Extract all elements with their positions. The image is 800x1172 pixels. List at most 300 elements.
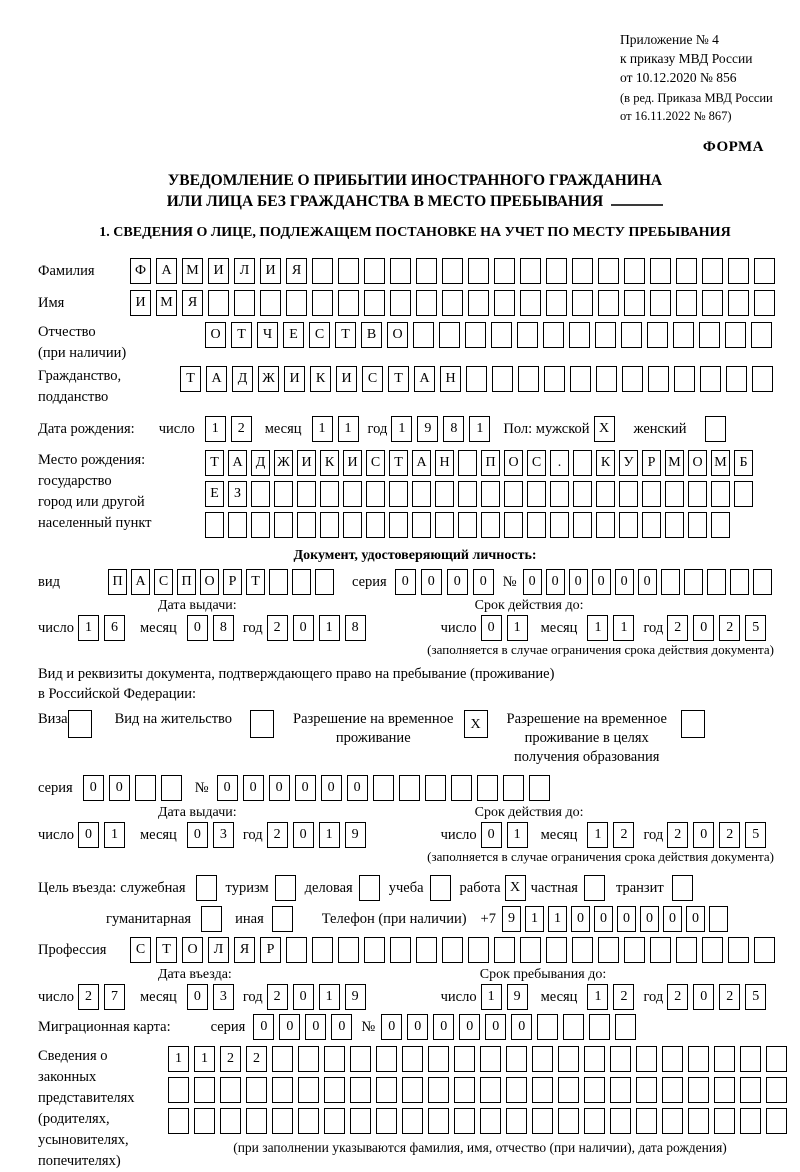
- cell[interactable]: [201, 906, 222, 932]
- stay-month-input[interactable]: [587, 984, 639, 1010]
- cell[interactable]: [298, 1077, 319, 1103]
- cell[interactable]: [506, 1108, 527, 1134]
- cell[interactable]: [714, 1108, 735, 1134]
- cell[interactable]: [338, 290, 359, 316]
- cell[interactable]: М: [156, 290, 177, 316]
- cell[interactable]: [350, 1046, 371, 1072]
- cell[interactable]: 0: [295, 775, 316, 801]
- cell[interactable]: Т: [156, 937, 177, 963]
- cell[interactable]: [366, 481, 385, 507]
- cell[interactable]: 0: [187, 984, 208, 1010]
- cell[interactable]: [324, 1046, 345, 1072]
- cell[interactable]: С: [362, 366, 383, 392]
- cell[interactable]: [402, 1046, 423, 1072]
- cell[interactable]: Л: [208, 937, 229, 963]
- cell[interactable]: [416, 290, 437, 316]
- cell[interactable]: [315, 569, 334, 595]
- cell[interactable]: Ж: [274, 450, 293, 476]
- cell[interactable]: 2: [667, 822, 688, 848]
- cell[interactable]: [373, 775, 394, 801]
- cell[interactable]: Ч: [257, 322, 278, 348]
- cell[interactable]: [573, 512, 592, 538]
- cell[interactable]: 1: [104, 822, 125, 848]
- cell[interactable]: [286, 290, 307, 316]
- cell[interactable]: Р: [260, 937, 281, 963]
- birth-place-row1-input[interactable]: [205, 450, 757, 476]
- cell[interactable]: [458, 512, 477, 538]
- cell[interactable]: [543, 322, 564, 348]
- residence-permit-checkbox[interactable]: [250, 710, 279, 738]
- purpose-business-checkbox[interactable]: [359, 875, 385, 901]
- permit-number-input[interactable]: [217, 775, 555, 801]
- cell[interactable]: И: [297, 450, 316, 476]
- cell[interactable]: [251, 481, 270, 507]
- cell[interactable]: [494, 290, 515, 316]
- cell[interactable]: [468, 937, 489, 963]
- cell[interactable]: [168, 1108, 189, 1134]
- cell[interactable]: [350, 1077, 371, 1103]
- cell[interactable]: И: [208, 258, 229, 284]
- cell[interactable]: [662, 1108, 683, 1134]
- id-series-input[interactable]: [395, 569, 499, 595]
- cell[interactable]: [766, 1108, 787, 1134]
- permit-issue-month-input[interactable]: [187, 822, 239, 848]
- cell[interactable]: [359, 875, 380, 901]
- cell[interactable]: Р: [642, 450, 661, 476]
- cell[interactable]: [425, 775, 446, 801]
- cell[interactable]: 5: [745, 822, 766, 848]
- cell[interactable]: 9: [345, 984, 366, 1010]
- purpose-tourism-checkbox[interactable]: [275, 875, 301, 901]
- cell[interactable]: К: [596, 450, 615, 476]
- cell[interactable]: С: [527, 450, 546, 476]
- cell[interactable]: [435, 512, 454, 538]
- cell[interactable]: [688, 1046, 709, 1072]
- cell[interactable]: [272, 906, 293, 932]
- cell[interactable]: 1: [78, 615, 99, 641]
- cell[interactable]: 5: [745, 984, 766, 1010]
- cell[interactable]: [494, 937, 515, 963]
- cell[interactable]: [661, 569, 680, 595]
- cell[interactable]: [546, 258, 567, 284]
- cell[interactable]: [506, 1077, 527, 1103]
- cell[interactable]: 6: [104, 615, 125, 641]
- cell[interactable]: Т: [231, 322, 252, 348]
- cell[interactable]: 1: [507, 822, 528, 848]
- cell[interactable]: [754, 290, 775, 316]
- cell[interactable]: [728, 290, 749, 316]
- cell[interactable]: [338, 258, 359, 284]
- stay-day-input[interactable]: [481, 984, 533, 1010]
- cell[interactable]: [492, 366, 513, 392]
- cell[interactable]: [672, 875, 693, 901]
- cell[interactable]: [636, 1077, 657, 1103]
- cell[interactable]: [274, 481, 293, 507]
- cell[interactable]: 0: [693, 615, 714, 641]
- permit-issue-day-input[interactable]: [78, 822, 130, 848]
- cell[interactable]: [251, 512, 270, 538]
- cell[interactable]: 0: [592, 569, 611, 595]
- cell[interactable]: 1: [613, 615, 634, 641]
- cell[interactable]: Р: [223, 569, 242, 595]
- cell[interactable]: [766, 1046, 787, 1072]
- cell[interactable]: [298, 1046, 319, 1072]
- cell[interactable]: [274, 512, 293, 538]
- temp-permit-edu-checkbox[interactable]: [681, 710, 710, 738]
- cell[interactable]: [324, 1108, 345, 1134]
- cell[interactable]: [135, 775, 156, 801]
- cell[interactable]: 1: [525, 906, 544, 932]
- cell[interactable]: [402, 1108, 423, 1134]
- cell[interactable]: [454, 1077, 475, 1103]
- cell[interactable]: [624, 258, 645, 284]
- cell[interactable]: [518, 366, 539, 392]
- cell[interactable]: [546, 937, 567, 963]
- birth-place-row2-input[interactable]: [205, 481, 757, 507]
- cell[interactable]: М: [665, 450, 684, 476]
- cell[interactable]: 1: [205, 416, 226, 442]
- cell[interactable]: [558, 1046, 579, 1072]
- cell[interactable]: [702, 258, 723, 284]
- cell[interactable]: [504, 512, 523, 538]
- cell[interactable]: [674, 366, 695, 392]
- cell[interactable]: 7: [104, 984, 125, 1010]
- cell[interactable]: 0: [83, 775, 104, 801]
- cell[interactable]: [650, 290, 671, 316]
- cell[interactable]: [752, 366, 773, 392]
- cell[interactable]: 0: [433, 1014, 454, 1040]
- cell[interactable]: [527, 512, 546, 538]
- cell[interactable]: [428, 1077, 449, 1103]
- cell[interactable]: [532, 1046, 553, 1072]
- cell[interactable]: [416, 937, 437, 963]
- cell[interactable]: [364, 937, 385, 963]
- cell[interactable]: [584, 1077, 605, 1103]
- cell[interactable]: [343, 481, 362, 507]
- cell[interactable]: [621, 322, 642, 348]
- cell[interactable]: [622, 366, 643, 392]
- cell[interactable]: [709, 906, 728, 932]
- purpose-work-checkbox[interactable]: [505, 875, 531, 901]
- permit-series-input[interactable]: [83, 775, 187, 801]
- cell[interactable]: С: [309, 322, 330, 348]
- cell[interactable]: 0: [243, 775, 264, 801]
- cell[interactable]: [250, 710, 274, 738]
- cell[interactable]: [312, 937, 333, 963]
- cell[interactable]: 0: [293, 822, 314, 848]
- cell[interactable]: О: [387, 322, 408, 348]
- cell[interactable]: [439, 322, 460, 348]
- cell[interactable]: 0: [293, 984, 314, 1010]
- cell[interactable]: [220, 1108, 241, 1134]
- cell[interactable]: 1: [587, 984, 608, 1010]
- cell[interactable]: [480, 1108, 501, 1134]
- cell[interactable]: [520, 290, 541, 316]
- cell[interactable]: 0: [638, 569, 657, 595]
- representatives-row1-input[interactable]: [168, 1046, 792, 1072]
- entry-day-input[interactable]: [78, 984, 130, 1010]
- given-name-input[interactable]: [130, 290, 780, 316]
- cell[interactable]: [320, 512, 339, 538]
- cell[interactable]: [662, 1077, 683, 1103]
- cell[interactable]: [650, 258, 671, 284]
- cell[interactable]: С: [366, 450, 385, 476]
- cell[interactable]: Н: [440, 366, 461, 392]
- cell[interactable]: [598, 937, 619, 963]
- cell[interactable]: К: [320, 450, 339, 476]
- cell[interactable]: [161, 775, 182, 801]
- cell[interactable]: К: [310, 366, 331, 392]
- cell[interactable]: 2: [667, 615, 688, 641]
- cell[interactable]: [572, 290, 593, 316]
- cell[interactable]: 0: [481, 822, 502, 848]
- cell[interactable]: М: [711, 450, 730, 476]
- cell[interactable]: 3: [213, 822, 234, 848]
- cell[interactable]: [702, 290, 723, 316]
- cell[interactable]: И: [343, 450, 362, 476]
- cell[interactable]: [527, 481, 546, 507]
- cell[interactable]: [412, 512, 431, 538]
- cell[interactable]: 9: [345, 822, 366, 848]
- cell[interactable]: [699, 322, 720, 348]
- cell[interactable]: [491, 322, 512, 348]
- purpose-official-checkbox[interactable]: [196, 875, 222, 901]
- cell[interactable]: [676, 258, 697, 284]
- id-issue-month-input[interactable]: [187, 615, 239, 641]
- cell[interactable]: [610, 1046, 631, 1072]
- cell[interactable]: [702, 937, 723, 963]
- cell[interactable]: [390, 937, 411, 963]
- cell[interactable]: 0: [569, 569, 588, 595]
- cell[interactable]: Т: [335, 322, 356, 348]
- cell[interactable]: 2: [719, 615, 740, 641]
- cell[interactable]: [584, 1108, 605, 1134]
- cell[interactable]: З: [228, 481, 247, 507]
- cell[interactable]: 2: [267, 984, 288, 1010]
- cell[interactable]: [550, 481, 569, 507]
- patronymic-input[interactable]: [205, 322, 777, 348]
- cell[interactable]: [537, 1014, 558, 1040]
- cell[interactable]: 8: [345, 615, 366, 641]
- cell[interactable]: [681, 710, 705, 738]
- cell[interactable]: [529, 775, 550, 801]
- cell[interactable]: А: [412, 450, 431, 476]
- cell[interactable]: [615, 1014, 636, 1040]
- cell[interactable]: 2: [231, 416, 252, 442]
- cell[interactable]: [477, 775, 498, 801]
- cell[interactable]: [168, 1077, 189, 1103]
- cell[interactable]: [726, 366, 747, 392]
- cell[interactable]: [595, 322, 616, 348]
- cell[interactable]: [366, 512, 385, 538]
- cell[interactable]: [480, 1046, 501, 1072]
- cell[interactable]: [205, 512, 224, 538]
- cell[interactable]: А: [414, 366, 435, 392]
- cell[interactable]: [688, 1077, 709, 1103]
- cell[interactable]: 1: [312, 416, 333, 442]
- cell[interactable]: [312, 258, 333, 284]
- cell[interactable]: 1: [338, 416, 359, 442]
- cell[interactable]: [598, 290, 619, 316]
- cell[interactable]: [624, 937, 645, 963]
- cell[interactable]: [246, 1108, 267, 1134]
- cell[interactable]: [725, 322, 746, 348]
- cell[interactable]: [430, 875, 451, 901]
- permit-valid-year-input[interactable]: [667, 822, 771, 848]
- entry-year-input[interactable]: [267, 984, 371, 1010]
- birth-place-row3-input[interactable]: [205, 512, 757, 538]
- cell[interactable]: А: [131, 569, 150, 595]
- cell[interactable]: [598, 258, 619, 284]
- purpose-private-checkbox[interactable]: [584, 875, 610, 901]
- cell[interactable]: 2: [78, 984, 99, 1010]
- cell[interactable]: [754, 258, 775, 284]
- cell[interactable]: [636, 1046, 657, 1072]
- cell[interactable]: О: [182, 937, 203, 963]
- cell[interactable]: [642, 512, 661, 538]
- cell[interactable]: [297, 512, 316, 538]
- cell[interactable]: 1: [194, 1046, 215, 1072]
- sex-male-checkbox[interactable]: [594, 416, 620, 442]
- cell[interactable]: [610, 1077, 631, 1103]
- cell[interactable]: [544, 366, 565, 392]
- cell[interactable]: Ф: [130, 258, 151, 284]
- permit-valid-day-input[interactable]: [481, 822, 533, 848]
- cell[interactable]: [688, 481, 707, 507]
- cell[interactable]: [520, 258, 541, 284]
- cell[interactable]: [364, 290, 385, 316]
- cell[interactable]: М: [182, 258, 203, 284]
- cell[interactable]: [246, 1077, 267, 1103]
- cell[interactable]: [458, 481, 477, 507]
- cell[interactable]: 9: [417, 416, 438, 442]
- cell[interactable]: [481, 481, 500, 507]
- cell[interactable]: 0: [187, 615, 208, 641]
- cell[interactable]: [458, 450, 477, 476]
- cell[interactable]: 0: [395, 569, 416, 595]
- cell[interactable]: [504, 481, 523, 507]
- id-valid-year-input[interactable]: [667, 615, 771, 641]
- purpose-study-checkbox[interactable]: [430, 875, 456, 901]
- cell[interactable]: [234, 290, 255, 316]
- cell[interactable]: П: [108, 569, 127, 595]
- cell[interactable]: 0: [187, 822, 208, 848]
- cell[interactable]: Ж: [258, 366, 279, 392]
- cell[interactable]: 9: [502, 906, 521, 932]
- id-issue-year-input[interactable]: [267, 615, 371, 641]
- cell[interactable]: [324, 1077, 345, 1103]
- cell[interactable]: [624, 290, 645, 316]
- cell[interactable]: [390, 290, 411, 316]
- cell[interactable]: [665, 512, 684, 538]
- purpose-other-checkbox[interactable]: [272, 906, 298, 932]
- cell[interactable]: О: [504, 450, 523, 476]
- cell[interactable]: [711, 481, 730, 507]
- cell[interactable]: [466, 366, 487, 392]
- cell[interactable]: Т: [388, 366, 409, 392]
- cell[interactable]: [665, 481, 684, 507]
- cell[interactable]: [550, 512, 569, 538]
- cell[interactable]: [740, 1108, 761, 1134]
- cell[interactable]: [272, 1046, 293, 1072]
- cell[interactable]: [376, 1077, 397, 1103]
- cell[interactable]: А: [156, 258, 177, 284]
- cell[interactable]: Т: [389, 450, 408, 476]
- cell[interactable]: Т: [180, 366, 201, 392]
- cell[interactable]: [272, 1108, 293, 1134]
- cell[interactable]: X: [505, 875, 526, 901]
- cell[interactable]: Л: [234, 258, 255, 284]
- cell[interactable]: 1: [587, 615, 608, 641]
- cell[interactable]: [596, 366, 617, 392]
- cell[interactable]: [740, 1077, 761, 1103]
- cell[interactable]: [220, 1077, 241, 1103]
- cell[interactable]: [468, 290, 489, 316]
- cell[interactable]: 2: [613, 984, 634, 1010]
- cell[interactable]: П: [177, 569, 196, 595]
- cell[interactable]: [596, 512, 615, 538]
- cell[interactable]: [619, 481, 638, 507]
- cell[interactable]: X: [594, 416, 615, 442]
- cell[interactable]: 0: [347, 775, 368, 801]
- cell[interactable]: [766, 1077, 787, 1103]
- cell[interactable]: [343, 512, 362, 538]
- cell[interactable]: [451, 775, 472, 801]
- cell[interactable]: [572, 937, 593, 963]
- cell[interactable]: [714, 1077, 735, 1103]
- cell[interactable]: [228, 512, 247, 538]
- cell[interactable]: Б: [734, 450, 753, 476]
- cell[interactable]: 2: [667, 984, 688, 1010]
- cell[interactable]: [642, 481, 661, 507]
- cell[interactable]: [503, 775, 524, 801]
- stay-year-input[interactable]: [667, 984, 771, 1010]
- cell[interactable]: .: [550, 450, 569, 476]
- cell[interactable]: О: [200, 569, 219, 595]
- cell[interactable]: [610, 1108, 631, 1134]
- migration-number-input[interactable]: [381, 1014, 641, 1040]
- cell[interactable]: [194, 1077, 215, 1103]
- cell[interactable]: [589, 1014, 610, 1040]
- cell[interactable]: Я: [286, 258, 307, 284]
- cell[interactable]: 0: [447, 569, 468, 595]
- cell[interactable]: [376, 1046, 397, 1072]
- cell[interactable]: 0: [459, 1014, 480, 1040]
- cell[interactable]: 1: [168, 1046, 189, 1072]
- cell[interactable]: [650, 937, 671, 963]
- cell[interactable]: 1: [548, 906, 567, 932]
- cell[interactable]: [350, 1108, 371, 1134]
- cell[interactable]: 0: [615, 569, 634, 595]
- cell[interactable]: 0: [546, 569, 565, 595]
- cell[interactable]: [412, 481, 431, 507]
- cell[interactable]: [298, 1108, 319, 1134]
- cell[interactable]: 0: [640, 906, 659, 932]
- sex-female-checkbox[interactable]: [705, 416, 731, 442]
- cell[interactable]: [364, 258, 385, 284]
- cell[interactable]: [619, 512, 638, 538]
- cell[interactable]: [572, 258, 593, 284]
- cell[interactable]: [728, 937, 749, 963]
- cell[interactable]: [320, 481, 339, 507]
- purpose-transit-checkbox[interactable]: [672, 875, 698, 901]
- cell[interactable]: [688, 512, 707, 538]
- entry-month-input[interactable]: [187, 984, 239, 1010]
- cell[interactable]: [584, 1046, 605, 1072]
- cell[interactable]: [454, 1108, 475, 1134]
- cell[interactable]: [297, 481, 316, 507]
- cell[interactable]: [673, 322, 694, 348]
